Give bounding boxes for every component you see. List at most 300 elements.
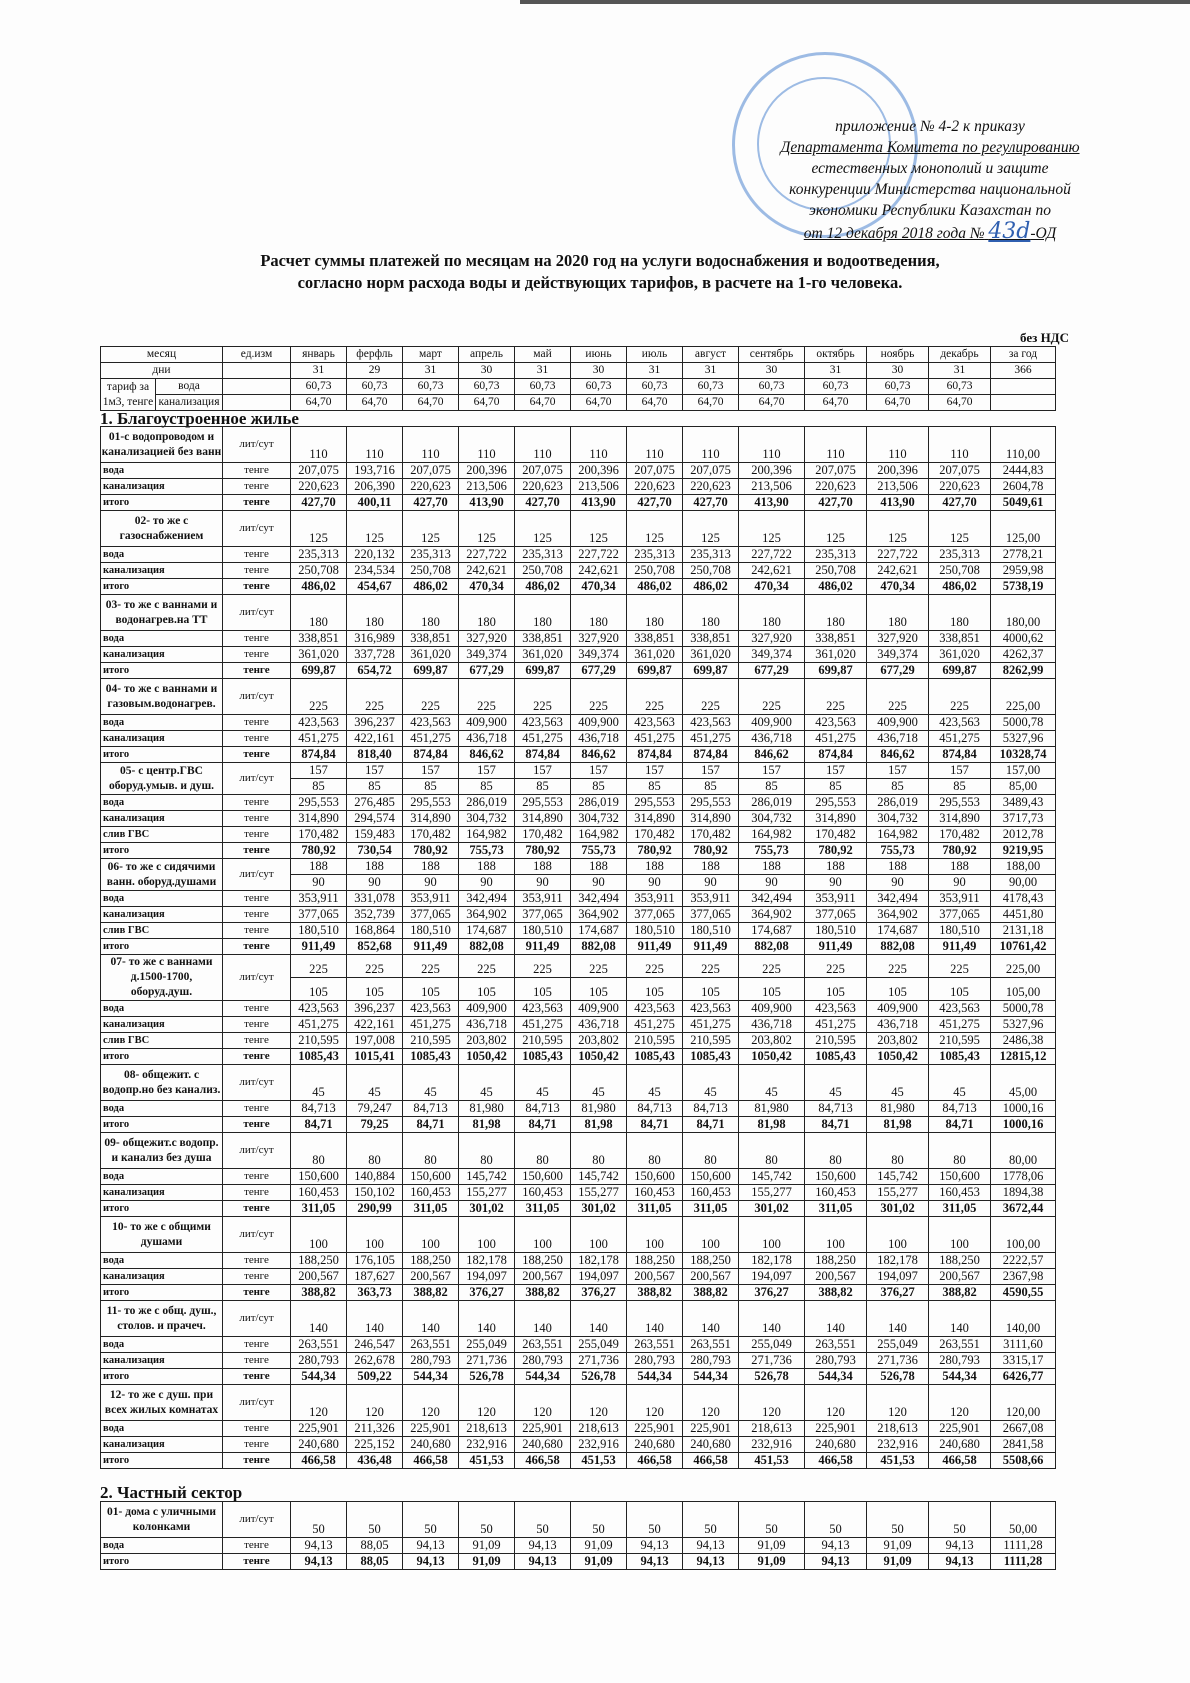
cell-value: 388,82: [403, 1285, 459, 1301]
cell-value: 311,05: [627, 1201, 683, 1217]
cell-value: 413,90: [739, 495, 805, 511]
norm-value: 105: [739, 978, 805, 1001]
cell-value: 94,13: [929, 1554, 991, 1570]
norm-value: 157: [347, 763, 403, 779]
row-label: канализация: [101, 731, 223, 747]
month-header: за год: [991, 347, 1056, 363]
cell-value: 218,613: [571, 1421, 627, 1437]
norm-value: 188: [515, 859, 571, 875]
group-name: 07- то же с ваннами д.1500-1700, оборуд.душ.: [101, 955, 223, 1001]
cell-value: 235,313: [515, 547, 571, 563]
norm-unit: лит/сут: [223, 1217, 291, 1253]
norm-value: 140: [347, 1301, 403, 1337]
cell-value: 376,27: [459, 1285, 515, 1301]
cell-value: 780,92: [805, 843, 867, 859]
cell-value: 200,396: [571, 463, 627, 479]
row-unit: тенге: [223, 1353, 291, 1369]
row-unit: тенге: [223, 563, 291, 579]
cell-value: 423,563: [627, 715, 683, 731]
cell-value: 874,84: [805, 747, 867, 763]
norm-unit: лит/сут: [223, 595, 291, 631]
cell-value: 780,92: [515, 843, 571, 859]
cell-value: 84,713: [403, 1101, 459, 1117]
cell-value: 200,567: [805, 1269, 867, 1285]
cell-value: 240,680: [929, 1437, 991, 1453]
cell-value: 280,793: [515, 1353, 571, 1369]
cell-value: 353,911: [627, 891, 683, 907]
days-value: 30: [571, 363, 627, 379]
cell-value: 427,70: [805, 495, 867, 511]
cell-value: 182,178: [867, 1253, 929, 1269]
cell-value: 314,890: [403, 811, 459, 827]
cell-value: 174,687: [867, 923, 929, 939]
cell-value: 2604,78: [991, 479, 1056, 495]
cell-value: 311,05: [805, 1201, 867, 1217]
cell-value: 526,78: [459, 1369, 515, 1385]
cell-value: 1000,16: [991, 1101, 1056, 1117]
cell-value: 409,900: [571, 1001, 627, 1017]
cell-value: 170,482: [683, 827, 739, 843]
cell-value: 227,722: [867, 547, 929, 563]
cell-value: 286,019: [571, 795, 627, 811]
total-row: [101, 1369, 1056, 1385]
norm-value: 50: [805, 1502, 867, 1538]
cell-value: 262,678: [347, 1353, 403, 1369]
tariff-sewer-value: 64,70: [867, 395, 929, 411]
cell-value: 79,247: [347, 1101, 403, 1117]
norm-value: 140: [459, 1301, 515, 1337]
month-header: август: [683, 347, 739, 363]
document-title: [150, 250, 1050, 294]
table-row: [101, 731, 1056, 747]
tariff-water-value: 60,73: [627, 379, 683, 395]
cell-value: 200,396: [867, 463, 929, 479]
cell-value: 174,687: [739, 923, 805, 939]
norm-value: 125: [571, 511, 627, 547]
table-row: [101, 1253, 1056, 1269]
row-label: итого: [101, 1201, 223, 1217]
norm-value: 140: [403, 1301, 459, 1337]
cell-value: 5049,61: [991, 495, 1056, 511]
cell-value: 544,34: [929, 1369, 991, 1385]
cell-value: 250,708: [291, 563, 347, 579]
cell-value: 220,623: [291, 479, 347, 495]
row-label: итого: [101, 1285, 223, 1301]
cell-value: 349,374: [571, 647, 627, 663]
cell-value: 427,70: [515, 495, 571, 511]
cell-value: 240,680: [403, 1437, 459, 1453]
cell-value: 84,713: [291, 1101, 347, 1117]
cell-value: 225,901: [291, 1421, 347, 1437]
tariff-sewer-label: канализация: [156, 395, 223, 411]
norm-value: 157: [459, 763, 515, 779]
cell-value: 304,732: [867, 811, 929, 827]
cell-value: 423,563: [403, 715, 459, 731]
cell-value: 91,09: [571, 1554, 627, 1570]
cell-value: 164,982: [571, 827, 627, 843]
cell-value: 301,02: [867, 1201, 929, 1217]
norm-value: 105: [347, 978, 403, 1001]
norm-value: 105: [929, 978, 991, 1001]
norm-value: 100: [805, 1217, 867, 1253]
norm-value: 45: [739, 1065, 805, 1101]
cell-value: 150,600: [627, 1169, 683, 1185]
cell-value: 220,132: [347, 547, 403, 563]
cell-value: 227,722: [459, 547, 515, 563]
cell-value: 280,793: [683, 1353, 739, 1369]
group-name: 06- то же с сидячими ванн. оборуд.душами: [101, 859, 223, 891]
cell-value: 911,49: [627, 939, 683, 955]
cell-value: 451,275: [805, 731, 867, 747]
cell-value: 422,161: [347, 731, 403, 747]
norm-value: 125: [403, 511, 459, 547]
cell-value: 213,506: [571, 479, 627, 495]
cell-value: 180,510: [403, 923, 459, 939]
norm-value: 157: [571, 763, 627, 779]
cell-value: 337,728: [347, 647, 403, 663]
scan-edge: [520, 0, 1190, 4]
cell-value: 304,732: [739, 811, 805, 827]
norm-value: 80: [739, 1133, 805, 1169]
tariff-water-value: 60,73: [929, 379, 991, 395]
cell-value: 466,58: [291, 1453, 347, 1469]
norm-value: 120: [459, 1385, 515, 1421]
cell-value: 91,09: [739, 1554, 805, 1570]
norm-value: 100: [571, 1217, 627, 1253]
norm-row: [101, 1502, 1056, 1538]
cell-value: 423,563: [805, 715, 867, 731]
cell-value: 182,178: [739, 1253, 805, 1269]
table-row: [101, 1169, 1056, 1185]
norm-value: 180,00: [991, 595, 1056, 631]
cell-value: 210,595: [627, 1033, 683, 1049]
norm-value: 157: [515, 763, 571, 779]
cell-value: 235,313: [805, 547, 867, 563]
norm-value: 45: [459, 1065, 515, 1101]
month-header: ноябрь: [867, 347, 929, 363]
days-value: 31: [683, 363, 739, 379]
norm-value: 188: [929, 859, 991, 875]
cell-value: 409,900: [739, 1001, 805, 1017]
norm-value: 157: [929, 763, 991, 779]
norm-value: 225: [805, 679, 867, 715]
cell-value: 544,34: [627, 1369, 683, 1385]
cell-value: 91,09: [867, 1538, 929, 1554]
cell-value: 4000,62: [991, 631, 1056, 647]
month-header: апрель: [459, 347, 515, 363]
cell-value: 1085,43: [627, 1049, 683, 1065]
cell-value: 8262,99: [991, 663, 1056, 679]
table-row: [101, 1353, 1056, 1369]
norm-value: 120: [403, 1385, 459, 1421]
days-value: 31: [805, 363, 867, 379]
norm-value: 110: [515, 427, 571, 463]
norm-value: 125: [459, 511, 515, 547]
norm-value: 180: [627, 595, 683, 631]
cell-value: 882,08: [867, 939, 929, 955]
norm-value: 85: [403, 779, 459, 795]
norm-row: [101, 427, 1056, 463]
norm-value: 180: [291, 595, 347, 631]
cell-value: 218,613: [739, 1421, 805, 1437]
norm-value: 45: [571, 1065, 627, 1101]
total-row: [101, 1049, 1056, 1065]
tariff-sewer-value: 64,70: [291, 395, 347, 411]
norm-unit: лит/сут: [223, 679, 291, 715]
month-header: январь: [291, 347, 347, 363]
title-line-1: Расчет суммы платежей по месяцам на 2020 год на услуги водоснабжения и водоотведения,: [260, 251, 940, 270]
row-unit: тенге: [223, 1185, 291, 1201]
table-row: [101, 1538, 1056, 1554]
cell-value: 225,901: [683, 1421, 739, 1437]
cell-value: 470,34: [571, 579, 627, 595]
row-unit: тенге: [223, 939, 291, 955]
cell-value: 544,34: [403, 1369, 459, 1385]
cell-value: 220,623: [805, 479, 867, 495]
table-row: [101, 907, 1056, 923]
cell-value: 188,250: [403, 1253, 459, 1269]
cell-value: 263,551: [805, 1337, 867, 1353]
cell-value: 2367,98: [991, 1269, 1056, 1285]
norm-value: 110: [805, 427, 867, 463]
cell-value: 91,09: [459, 1554, 515, 1570]
cell-value: 327,920: [867, 631, 929, 647]
norm-value: 85: [805, 779, 867, 795]
norm-value: 85: [929, 779, 991, 795]
cell-value: 1111,28: [991, 1554, 1056, 1570]
norm-value: 80: [929, 1133, 991, 1169]
cell-value: 84,713: [805, 1101, 867, 1117]
norm-value: 50: [683, 1502, 739, 1538]
cell-value: 730,54: [347, 843, 403, 859]
cell-value: 5508,66: [991, 1453, 1056, 1469]
row-unit: тенге: [223, 1269, 291, 1285]
cell-value: 194,097: [867, 1269, 929, 1285]
cell-value: 311,05: [403, 1201, 459, 1217]
row-label: итого: [101, 1554, 223, 1570]
cell-value: 466,58: [515, 1453, 571, 1469]
norm-value: 125: [347, 511, 403, 547]
norm-value: 110: [929, 427, 991, 463]
norm-value: 157: [739, 763, 805, 779]
cell-value: 200,396: [739, 463, 805, 479]
cell-value: 874,84: [403, 747, 459, 763]
norm-value: 188: [459, 859, 515, 875]
row-label: вода: [101, 891, 223, 907]
norm-value: 125,00: [991, 511, 1056, 547]
cell-value: 376,27: [739, 1285, 805, 1301]
norm-row: [101, 859, 1056, 875]
cell-value: 451,275: [627, 731, 683, 747]
row-label: вода: [101, 1337, 223, 1353]
norm-value: 225: [291, 955, 347, 978]
cell-value: 188,250: [515, 1253, 571, 1269]
cell-value: 235,313: [627, 547, 683, 563]
norm-value: 100,00: [991, 1217, 1056, 1253]
appendix-line: приложение № 4-2 к приказу: [835, 118, 1025, 135]
norm-value: 140: [805, 1301, 867, 1337]
cell-value: 451,275: [683, 1017, 739, 1033]
norm-value: 100: [739, 1217, 805, 1253]
norm-value: 90: [403, 875, 459, 891]
cell-value: 388,82: [683, 1285, 739, 1301]
norm-value: 180: [347, 595, 403, 631]
cell-value: 353,911: [805, 891, 867, 907]
norm-value: 80: [805, 1133, 867, 1169]
cell-value: 170,482: [929, 827, 991, 843]
cell-value: 295,553: [403, 795, 459, 811]
days-value: 366: [991, 363, 1056, 379]
cell-value: 160,453: [627, 1185, 683, 1201]
cell-value: 140,884: [347, 1169, 403, 1185]
cell-value: 200,396: [459, 463, 515, 479]
cell-value: 314,890: [291, 811, 347, 827]
cell-value: 396,237: [347, 715, 403, 731]
norm-value: 80: [627, 1133, 683, 1169]
cell-value: 232,916: [739, 1437, 805, 1453]
cell-value: 470,34: [459, 579, 515, 595]
row-unit: тенге: [223, 1453, 291, 1469]
norm-value: 90: [683, 875, 739, 891]
cell-value: 180,510: [515, 923, 571, 939]
cell-value: 846,62: [739, 747, 805, 763]
norm-value: 105: [805, 978, 867, 1001]
cell-value: 388,82: [805, 1285, 867, 1301]
cell-value: 200,567: [515, 1269, 571, 1285]
norm-value: 180: [867, 595, 929, 631]
cell-value: 160,453: [683, 1185, 739, 1201]
norm-value: 110: [291, 427, 347, 463]
cell-value: 361,020: [929, 647, 991, 663]
cell-value: 81,98: [571, 1117, 627, 1133]
norm-value: 225: [347, 955, 403, 978]
cell-value: 699,87: [805, 663, 867, 679]
cell-value: 88,05: [347, 1538, 403, 1554]
cell-value: 145,742: [459, 1169, 515, 1185]
cell-value: 188,250: [805, 1253, 867, 1269]
cell-value: 12815,12: [991, 1049, 1056, 1065]
row-label: итого: [101, 1049, 223, 1065]
cell-value: 451,275: [805, 1017, 867, 1033]
table-row: [101, 827, 1056, 843]
cell-value: 364,902: [739, 907, 805, 923]
cell-value: 188,250: [291, 1253, 347, 1269]
cell-value: 699,87: [929, 663, 991, 679]
row-unit: тенге: [223, 1201, 291, 1217]
cell-value: 220,623: [683, 479, 739, 495]
norm-row: [101, 955, 1056, 978]
vat-note: без НДС: [1020, 330, 1070, 345]
cell-value: 755,73: [739, 843, 805, 859]
cell-value: 818,40: [347, 747, 403, 763]
norm-value: 225,00: [991, 955, 1056, 978]
cell-value: 160,453: [291, 1185, 347, 1201]
norm-value: 90: [459, 875, 515, 891]
cell-value: 423,563: [805, 1001, 867, 1017]
cell-value: 3717,73: [991, 811, 1056, 827]
cell-value: 409,900: [571, 715, 627, 731]
norm-row: [101, 1301, 1056, 1337]
cell-value: 526,78: [739, 1369, 805, 1385]
row-label: слив ГВС: [101, 827, 223, 843]
norm-value: 225: [739, 679, 805, 715]
cell-value: 240,680: [805, 1437, 867, 1453]
cell-value: 4178,43: [991, 891, 1056, 907]
cell-value: 271,736: [571, 1353, 627, 1369]
cell-value: 91,09: [459, 1538, 515, 1554]
cell-value: 911,49: [929, 939, 991, 955]
norm-value: 180: [739, 595, 805, 631]
cell-value: 5000,78: [991, 1001, 1056, 1017]
group-name: 09- общежит.с водопр. и канализ без душа: [101, 1133, 223, 1169]
cell-value: 295,553: [291, 795, 347, 811]
cell-value: 150,600: [291, 1169, 347, 1185]
tariff-water-value: 60,73: [805, 379, 867, 395]
section-1-table: [100, 426, 1056, 1469]
cell-value: 427,70: [683, 495, 739, 511]
cell-value: 180,510: [627, 923, 683, 939]
table-row: [101, 1033, 1056, 1049]
cell-value: 210,595: [291, 1033, 347, 1049]
cell-value: 84,71: [291, 1117, 347, 1133]
cell-value: 377,065: [515, 907, 571, 923]
cell-value: 211,326: [347, 1421, 403, 1437]
table-row: [101, 1185, 1056, 1201]
group-name: 08- общежит. с водопр.но без канализ.: [101, 1065, 223, 1101]
norm-value: 140: [683, 1301, 739, 1337]
row-label: канализация: [101, 907, 223, 923]
norm-value: 140: [867, 1301, 929, 1337]
tariff-sewer-value: [991, 395, 1056, 411]
cell-value: 203,802: [571, 1033, 627, 1049]
norm-value: 80: [867, 1133, 929, 1169]
cell-value: 423,563: [291, 1001, 347, 1017]
cell-value: 271,736: [739, 1353, 805, 1369]
cell-value: 94,13: [515, 1538, 571, 1554]
group-name: 03- то же с ваннами и водонагрев.на ТТ: [101, 595, 223, 631]
cell-value: 852,68: [347, 939, 403, 955]
norm-unit: лит/сут: [223, 1133, 291, 1169]
norm-value: 50: [739, 1502, 805, 1538]
cell-value: 159,483: [347, 827, 403, 843]
cell-value: 188,250: [929, 1253, 991, 1269]
norm-unit: лит/сут: [223, 1301, 291, 1337]
cell-value: 235,313: [291, 547, 347, 563]
cell-value: 81,98: [459, 1117, 515, 1133]
cell-value: 263,551: [515, 1337, 571, 1353]
total-row: [101, 1117, 1056, 1133]
cell-value: 2486,38: [991, 1033, 1056, 1049]
cell-value: 203,802: [867, 1033, 929, 1049]
cell-value: 170,482: [805, 827, 867, 843]
cell-value: 423,563: [929, 715, 991, 731]
cell-value: 155,277: [459, 1185, 515, 1201]
cell-value: 377,065: [929, 907, 991, 923]
tariff-water-label: вода: [156, 379, 223, 395]
cell-value: 2841,58: [991, 1437, 1056, 1453]
cell-value: 150,600: [403, 1169, 459, 1185]
total-row: [101, 495, 1056, 511]
cell-value: 388,82: [515, 1285, 571, 1301]
norm-value: 225: [459, 679, 515, 715]
norm-value: 105: [291, 978, 347, 1001]
norm-value: 50: [291, 1502, 347, 1538]
cell-value: 314,890: [627, 811, 683, 827]
cell-value: 160,453: [403, 1185, 459, 1201]
days-value: 30: [739, 363, 805, 379]
tariff-water-value: 60,73: [515, 379, 571, 395]
cell-value: 470,34: [739, 579, 805, 595]
